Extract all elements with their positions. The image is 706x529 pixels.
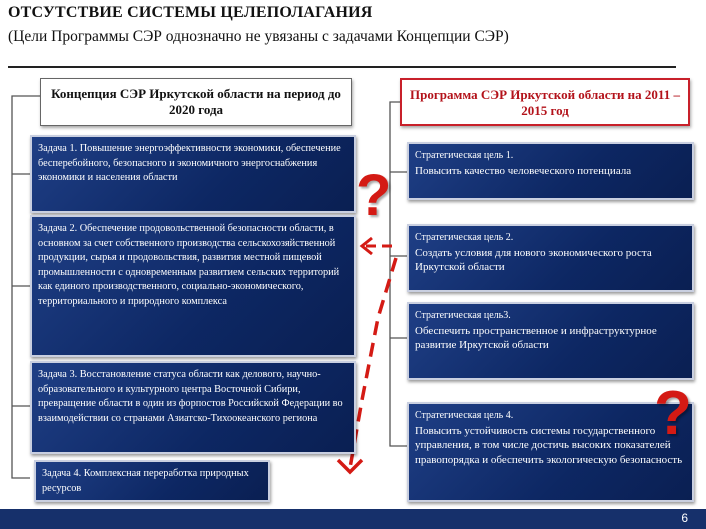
concept-header: Концепция СЭР Иркутской области на период до 2020 года (40, 78, 352, 126)
goal-4-box (407, 402, 694, 502)
goal-1-box (407, 142, 694, 200)
page-subtitle: (Цели Программы СЭР однозначно не увязаны с задачами Концепции СЭР) (8, 28, 509, 45)
goal-3-box (407, 302, 694, 380)
goal-3-text: Обеспечить пространственное и инфраструктурное развитие Иркутской области (415, 324, 657, 352)
goal-4-text: Повысить устойчивость системы государственного управления, в том числе достичь высоких показателей правопорядка и обеспечить экологическую безопасность (415, 424, 683, 466)
task-2-box: Задача 2. Обеспечение продовольственной безопасности области, в основном за счет собственного производства сельскохозяйственной продукции, сырья и продовольствия, развития местной пищевой промышленности с одновременным развитием сельских территорий как единого производственного, социально-экономического, территориального и природного комплекса (30, 215, 356, 357)
goal-1-text: Повысить качество человеческого потенциала (415, 164, 632, 177)
goal-2-box (407, 224, 694, 292)
footer-bar (0, 509, 706, 529)
goal-4-label: Стратегическая цель 4. (415, 410, 514, 421)
goal-2-text: Создать условия для нового экономического роста Иркутской области (415, 246, 652, 274)
task-1-box: Задача 1. Повышение энергоэффективности экономики, обеспечение бесперебойного, безопасного и экономичного энергоснабжения экономики и населения области (30, 135, 356, 213)
goal-2-label: Стратегическая цель 2. (415, 232, 514, 243)
question-mark-icon-2: ? (654, 379, 692, 448)
task-4-box: Задача 4. Комплексная переработка природных ресурсов (34, 460, 270, 502)
question-mark-icon: ? (356, 163, 392, 228)
page-title: ОТСУТСТВИЕ СИСТЕМЫ ЦЕЛЕПОЛАГАНИЯ (8, 4, 373, 21)
program-header: Программа СЭР Иркутской области на 2011 – 2015 год (400, 78, 690, 126)
task-3-box: Задача 3. Восстановление статуса области как делового, научно-образовательного и культурного центра Восточной Сибири, превращение области в один из форпостов Российской Федерации во взаимодействии со странами Азиатско-Тихоокеанского региона (30, 361, 356, 454)
goal-1-label: Стратегическая цель 1. (415, 150, 514, 161)
goal-3-label: Стратегическая цель3. (415, 310, 511, 321)
page-number: 6 (681, 511, 688, 525)
